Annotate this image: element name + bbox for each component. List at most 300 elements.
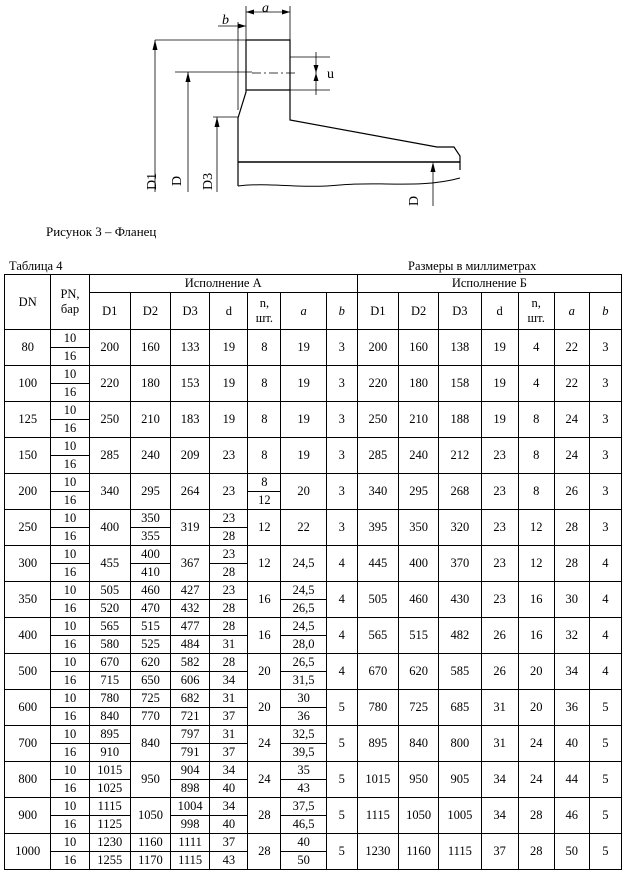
- cell-a-d2: 160: [130, 330, 170, 366]
- cell-a-a: 24,5: [281, 618, 326, 636]
- cell-a-d2: 295: [130, 474, 170, 510]
- cell-b-a: 28: [554, 546, 589, 582]
- cell-b-d: 37: [481, 834, 518, 870]
- cell-a-d2: 350: [130, 510, 170, 528]
- cell-a-a: 20: [281, 474, 326, 510]
- cell-b-n: 28: [518, 834, 554, 870]
- cell-b-d: 19: [481, 330, 518, 366]
- cell-a-d3: 998: [171, 816, 210, 834]
- cell-pn: 10: [51, 330, 89, 348]
- cell-a-b: 5: [326, 834, 357, 870]
- cell-b-d1: 200: [357, 330, 398, 366]
- cell-a-d: 34: [210, 672, 248, 690]
- cell-a-d: 43: [210, 852, 248, 870]
- cell-a-d: 34: [210, 798, 248, 816]
- cell-b-b: 5: [589, 726, 621, 762]
- cell-pn: 16: [51, 528, 89, 546]
- cell-a-d1: 780: [89, 690, 130, 708]
- header-a-col: [171, 293, 210, 330]
- cell-b-d3: 268: [439, 474, 481, 510]
- cell-a-d: 23: [210, 438, 248, 474]
- cell-a-d3: 209: [171, 438, 210, 474]
- cell-a-n: 8: [248, 330, 281, 366]
- cell-b-a: 40: [554, 726, 589, 762]
- cell-b-d: 34: [481, 762, 518, 798]
- cell-a-a: 37,5: [281, 798, 326, 816]
- cell-a-a: 22: [281, 510, 326, 546]
- cell-dn: 600: [5, 690, 51, 726]
- table-units: Размеры в миллиметрах: [408, 259, 537, 273]
- cell-pn: 10: [51, 366, 89, 384]
- cell-b-n: 8: [518, 438, 554, 474]
- cell-b-n: 24: [518, 762, 554, 798]
- cell-b-d: 31: [481, 690, 518, 726]
- cell-a-b: 4: [326, 582, 357, 618]
- cell-a-d3: 797: [171, 726, 210, 744]
- cell-a-b: 5: [326, 726, 357, 762]
- cell-a-d1: 580: [89, 636, 130, 654]
- cell-b-d1: 1230: [357, 834, 398, 870]
- cell-a-d: 40: [210, 780, 248, 798]
- table-row: [5, 618, 622, 636]
- cell-a-n: 8: [248, 366, 281, 402]
- flange-drawing: [0, 0, 628, 220]
- header-a-col-text: D1: [102, 303, 118, 318]
- cell-b-n: 24: [518, 726, 554, 762]
- cell-b-n: 8: [518, 474, 554, 510]
- cell-b-d2: 460: [399, 582, 439, 618]
- cell-a-d: 28: [210, 528, 248, 546]
- cell-b-b: 4: [589, 618, 621, 654]
- cell-pn: 10: [51, 546, 89, 564]
- table-row: [5, 762, 622, 780]
- cell-a-n: 12: [248, 492, 281, 510]
- cell-pn: 16: [51, 564, 89, 582]
- column-header-row: [5, 293, 622, 330]
- cell-a-b: 4: [326, 654, 357, 690]
- label-D: D: [170, 175, 185, 186]
- header-a-col-text: n, шт.: [255, 296, 274, 325]
- cell-a-d: 28: [210, 564, 248, 582]
- cell-b-a: 36: [554, 690, 589, 726]
- cell-b-d2: 840: [399, 726, 439, 762]
- cell-a-b: 4: [326, 546, 357, 582]
- cell-b-d: 26: [481, 654, 518, 690]
- cell-a-a: 36: [281, 708, 326, 726]
- cell-b-d: 23: [481, 510, 518, 546]
- cell-b-d2: 725: [399, 690, 439, 726]
- cell-a-n: 24: [248, 762, 281, 798]
- cell-pn: 16: [51, 708, 89, 726]
- cell-a-d2: 770: [130, 708, 170, 726]
- cell-b-n: 20: [518, 654, 554, 690]
- cell-a-d1: 895: [89, 726, 130, 744]
- header-b-col: [439, 293, 481, 330]
- cell-a-d1: 220: [89, 366, 130, 402]
- cell-b-d1: 1015: [357, 762, 398, 798]
- cell-a-d2: 1050: [130, 798, 170, 834]
- cell-pn: 10: [51, 834, 89, 852]
- cell-b-d: 23: [481, 582, 518, 618]
- cell-b-d3: 320: [439, 510, 481, 546]
- cell-a-n: 16: [248, 618, 281, 654]
- cell-b-n: 12: [518, 546, 554, 582]
- cell-dn: 125: [5, 402, 51, 438]
- cell-dn: 400: [5, 618, 51, 654]
- cell-b-d2: 295: [399, 474, 439, 510]
- cell-a-b: 3: [326, 510, 357, 546]
- cell-a-d: 28: [210, 600, 248, 618]
- cell-a-d: 23: [210, 474, 248, 510]
- table-row: [5, 834, 622, 852]
- cell-b-d2: 210: [399, 402, 439, 438]
- cell-b-d: 23: [481, 438, 518, 474]
- table-row: [5, 438, 622, 456]
- table-row: [5, 330, 622, 348]
- header-a-col-text: b: [338, 303, 345, 318]
- header-b-col: [518, 293, 554, 330]
- cell-a-a: 46,5: [281, 816, 326, 834]
- cell-a-d2: 410: [130, 564, 170, 582]
- cell-b-d: 34: [481, 798, 518, 834]
- cell-a-n: 16: [248, 582, 281, 618]
- cell-b-d2: 950: [399, 762, 439, 798]
- cell-a-d2: 725: [130, 690, 170, 708]
- cell-a-n: 24: [248, 726, 281, 762]
- cell-b-d2: 160: [399, 330, 439, 366]
- header-a-col-text: d: [225, 303, 232, 318]
- cell-a-a: 30: [281, 690, 326, 708]
- header-dn: DN: [5, 275, 51, 330]
- cell-pn: 10: [51, 690, 89, 708]
- table-row: [5, 798, 622, 816]
- cell-b-n: 16: [518, 582, 554, 618]
- cell-a-d: 28: [210, 618, 248, 636]
- cell-a-n: 20: [248, 654, 281, 690]
- cell-b-d1: 445: [357, 546, 398, 582]
- table-row: [5, 402, 622, 420]
- cell-a-d2: 210: [130, 402, 170, 438]
- figure-caption: Рисунок 3 – Фланец: [46, 224, 157, 239]
- cell-a-b: 5: [326, 690, 357, 726]
- cell-a-d3: 1115: [171, 852, 210, 870]
- header-a-col: [130, 293, 170, 330]
- cell-a-d3: 721: [171, 708, 210, 726]
- cell-b-a: 32: [554, 618, 589, 654]
- cell-a-d3: 1111: [171, 834, 210, 852]
- cell-a-d2: 1160: [130, 834, 170, 852]
- table-row: [5, 582, 622, 600]
- table-label: Таблица 4: [9, 259, 63, 273]
- cell-a-d3: 319: [171, 510, 210, 546]
- cell-b-d: 23: [481, 546, 518, 582]
- table-row: [5, 726, 622, 744]
- cell-pn: 10: [51, 618, 89, 636]
- cell-pn: 16: [51, 492, 89, 510]
- cell-pn: 16: [51, 744, 89, 762]
- header-b-col-text: a: [568, 303, 575, 318]
- cell-a-d2: 620: [130, 654, 170, 672]
- cell-a-n: 8: [248, 402, 281, 438]
- cell-a-d1: 565: [89, 618, 130, 636]
- cell-a-a: 40: [281, 834, 326, 852]
- header-b-col: [554, 293, 589, 330]
- cell-b-d1: 285: [357, 438, 398, 474]
- cell-a-a: 24,5: [281, 546, 326, 582]
- flange-bolt-block: [246, 40, 290, 90]
- cell-b-b: 3: [589, 510, 621, 546]
- cell-a-d3: 1004: [171, 798, 210, 816]
- header-pn-text: PN, бар: [60, 287, 80, 316]
- cell-pn: 16: [51, 672, 89, 690]
- label-a: a: [262, 1, 269, 16]
- header-group-b: Исполнение Б: [357, 275, 621, 293]
- cell-b-a: 44: [554, 762, 589, 798]
- cell-b-d3: 188: [439, 402, 481, 438]
- cell-dn: 700: [5, 726, 51, 762]
- cell-pn: 16: [51, 384, 89, 402]
- cell-a-a: 31,5: [281, 672, 326, 690]
- cell-pn: 16: [51, 348, 89, 366]
- cell-b-d1: 1115: [357, 798, 398, 834]
- table-row: [5, 510, 622, 528]
- cell-a-d3: 183: [171, 402, 210, 438]
- cell-a-d2: 950: [130, 762, 170, 798]
- cell-a-d: 28: [210, 654, 248, 672]
- cell-b-n: 4: [518, 330, 554, 366]
- table-row: [5, 366, 622, 384]
- cell-b-d: 19: [481, 366, 518, 402]
- cell-b-a: 50: [554, 834, 589, 870]
- cell-b-d2: 400: [399, 546, 439, 582]
- cell-a-d: 37: [210, 708, 248, 726]
- cell-a-d1: 910: [89, 744, 130, 762]
- header-a-col: [210, 293, 248, 330]
- cell-b-d2: 515: [399, 618, 439, 654]
- header-a-col-text: a: [300, 303, 307, 318]
- cell-pn: 10: [51, 798, 89, 816]
- cell-a-b: 3: [326, 366, 357, 402]
- table-row: [5, 546, 622, 564]
- cell-a-n: 8: [248, 474, 281, 492]
- cell-pn: 10: [51, 582, 89, 600]
- cell-a-d3: 367: [171, 546, 210, 582]
- cell-a-n: 20: [248, 690, 281, 726]
- cell-a-a: 26,5: [281, 600, 326, 618]
- cell-a-d: 19: [210, 366, 248, 402]
- label-D-right: D: [407, 195, 422, 206]
- label-b: b: [222, 13, 229, 28]
- cell-a-d1: 200: [89, 330, 130, 366]
- cell-a-b: 3: [326, 330, 357, 366]
- cell-dn: 250: [5, 510, 51, 546]
- cell-a-a: 43: [281, 780, 326, 798]
- cell-a-d1: 520: [89, 600, 130, 618]
- cell-b-a: 24: [554, 402, 589, 438]
- header-a-col: [248, 293, 281, 330]
- cell-b-d1: 895: [357, 726, 398, 762]
- cell-b-d3: 685: [439, 690, 481, 726]
- cell-a-b: 4: [326, 618, 357, 654]
- cell-b-d1: 780: [357, 690, 398, 726]
- cell-a-d: 23: [210, 582, 248, 600]
- cell-b-d1: 250: [357, 402, 398, 438]
- cell-b-d3: 370: [439, 546, 481, 582]
- cell-b-d: 19: [481, 402, 518, 438]
- cell-a-d2: 1170: [130, 852, 170, 870]
- cell-dn: 350: [5, 582, 51, 618]
- header-b-col-text: d: [496, 303, 503, 318]
- cell-pn: 10: [51, 402, 89, 420]
- cell-a-d1: 1115: [89, 798, 130, 816]
- header-pn: [51, 275, 89, 330]
- cell-a-d2: 525: [130, 636, 170, 654]
- cell-a-d1: 1125: [89, 816, 130, 834]
- cell-b-d3: 905: [439, 762, 481, 798]
- cell-b-d3: 1115: [439, 834, 481, 870]
- cell-a-d: 34: [210, 762, 248, 780]
- cell-a-d2: 355: [130, 528, 170, 546]
- cell-a-d1: 1025: [89, 780, 130, 798]
- cell-a-a: 24,5: [281, 582, 326, 600]
- cell-b-b: 3: [589, 330, 621, 366]
- cell-a-d2: 470: [130, 600, 170, 618]
- cell-b-b: 3: [589, 474, 621, 510]
- cell-a-b: 3: [326, 402, 357, 438]
- header-b-col: [589, 293, 621, 330]
- cell-a-d3: 432: [171, 600, 210, 618]
- cell-a-d3: 133: [171, 330, 210, 366]
- cell-dn: 80: [5, 330, 51, 366]
- cell-a-d1: 340: [89, 474, 130, 510]
- cell-a-d1: 1230: [89, 834, 130, 852]
- cell-a-a: 19: [281, 330, 326, 366]
- cell-a-d: 37: [210, 744, 248, 762]
- cell-a-a: 39,5: [281, 744, 326, 762]
- cell-pn: 10: [51, 726, 89, 744]
- cell-b-d3: 212: [439, 438, 481, 474]
- flange-neck: [290, 90, 460, 170]
- cell-b-d2: 1050: [399, 798, 439, 834]
- cell-b-d1: 565: [357, 618, 398, 654]
- cell-a-d1: 285: [89, 438, 130, 474]
- cell-b-d3: 138: [439, 330, 481, 366]
- cell-a-d1: 670: [89, 654, 130, 672]
- cell-a-n: 12: [248, 546, 281, 582]
- cell-b-b: 3: [589, 366, 621, 402]
- header-group-a: Исполнение А: [89, 275, 357, 293]
- cell-b-b: 4: [589, 546, 621, 582]
- header-b-col-text: D2: [410, 303, 427, 318]
- cell-b-d3: 1005: [439, 798, 481, 834]
- cell-dn: 1000: [5, 834, 51, 870]
- cell-a-a: 26,5: [281, 654, 326, 672]
- cell-a-b: 3: [326, 474, 357, 510]
- cell-a-d2: 240: [130, 438, 170, 474]
- cell-a-d: 23: [210, 546, 248, 564]
- cell-a-d1: 715: [89, 672, 130, 690]
- cell-b-d2: 350: [399, 510, 439, 546]
- cell-b-a: 34: [554, 654, 589, 690]
- cell-a-d1: 505: [89, 582, 130, 600]
- cell-pn: 16: [51, 456, 89, 474]
- cell-b-d1: 505: [357, 582, 398, 618]
- cell-a-b: 5: [326, 762, 357, 798]
- cell-a-d2: 400: [130, 546, 170, 564]
- header-b-col-text: b: [602, 303, 609, 318]
- cell-b-d1: 220: [357, 366, 398, 402]
- cell-b-d1: 340: [357, 474, 398, 510]
- cell-a-a: 35: [281, 762, 326, 780]
- cell-b-b: 4: [589, 654, 621, 690]
- cell-dn: 500: [5, 654, 51, 690]
- cell-pn: 10: [51, 474, 89, 492]
- cell-a-d2: 650: [130, 672, 170, 690]
- header-b-col-text: D1: [370, 303, 386, 318]
- cell-b-b: 5: [589, 834, 621, 870]
- cell-b-d3: 585: [439, 654, 481, 690]
- cell-dn: 100: [5, 366, 51, 402]
- cell-b-b: 5: [589, 798, 621, 834]
- cell-dn: 300: [5, 546, 51, 582]
- table-row: [5, 474, 622, 492]
- cell-b-d3: 158: [439, 366, 481, 402]
- cell-a-a: 19: [281, 438, 326, 474]
- flange-bottom-edge: [238, 178, 460, 186]
- cell-a-a: 32,5: [281, 726, 326, 744]
- cell-a-d: 19: [210, 330, 248, 366]
- cell-b-n: 28: [518, 798, 554, 834]
- cell-a-d3: 904: [171, 762, 210, 780]
- cell-a-d3: 682: [171, 690, 210, 708]
- cell-b-a: 28: [554, 510, 589, 546]
- cell-a-d3: 606: [171, 672, 210, 690]
- flange-dimensions-table: [4, 274, 622, 870]
- cell-a-d2: 840: [130, 726, 170, 762]
- header-b-col: [357, 293, 398, 330]
- cell-a-d2: 460: [130, 582, 170, 600]
- cell-a-d1: 1255: [89, 852, 130, 870]
- cell-pn: 16: [51, 816, 89, 834]
- cell-a-a: 50: [281, 852, 326, 870]
- header-a-col: [326, 293, 357, 330]
- cell-b-d2: 1160: [399, 834, 439, 870]
- cell-dn: 150: [5, 438, 51, 474]
- flange-outline: [238, 40, 246, 186]
- cell-b-d3: 482: [439, 618, 481, 654]
- cell-b-n: 4: [518, 366, 554, 402]
- cell-b-a: 46: [554, 798, 589, 834]
- cell-b-b: 3: [589, 438, 621, 474]
- header-b-col-text: D3: [452, 303, 468, 318]
- cell-pn: 16: [51, 852, 89, 870]
- header-b-col: [481, 293, 518, 330]
- cell-b-d3: 800: [439, 726, 481, 762]
- cell-a-n: 12: [248, 510, 281, 546]
- cell-a-d1: 455: [89, 546, 130, 582]
- cell-a-a: 19: [281, 402, 326, 438]
- cell-a-d: 40: [210, 816, 248, 834]
- cell-b-a: 30: [554, 582, 589, 618]
- cell-a-d: 31: [210, 690, 248, 708]
- header-a-col-text: D2: [142, 303, 159, 318]
- cell-a-d2: 515: [130, 618, 170, 636]
- cell-b-d: 26: [481, 618, 518, 654]
- header-b-col: [399, 293, 439, 330]
- cell-a-d3: 264: [171, 474, 210, 510]
- cell-b-d1: 395: [357, 510, 398, 546]
- table-body: [5, 330, 622, 870]
